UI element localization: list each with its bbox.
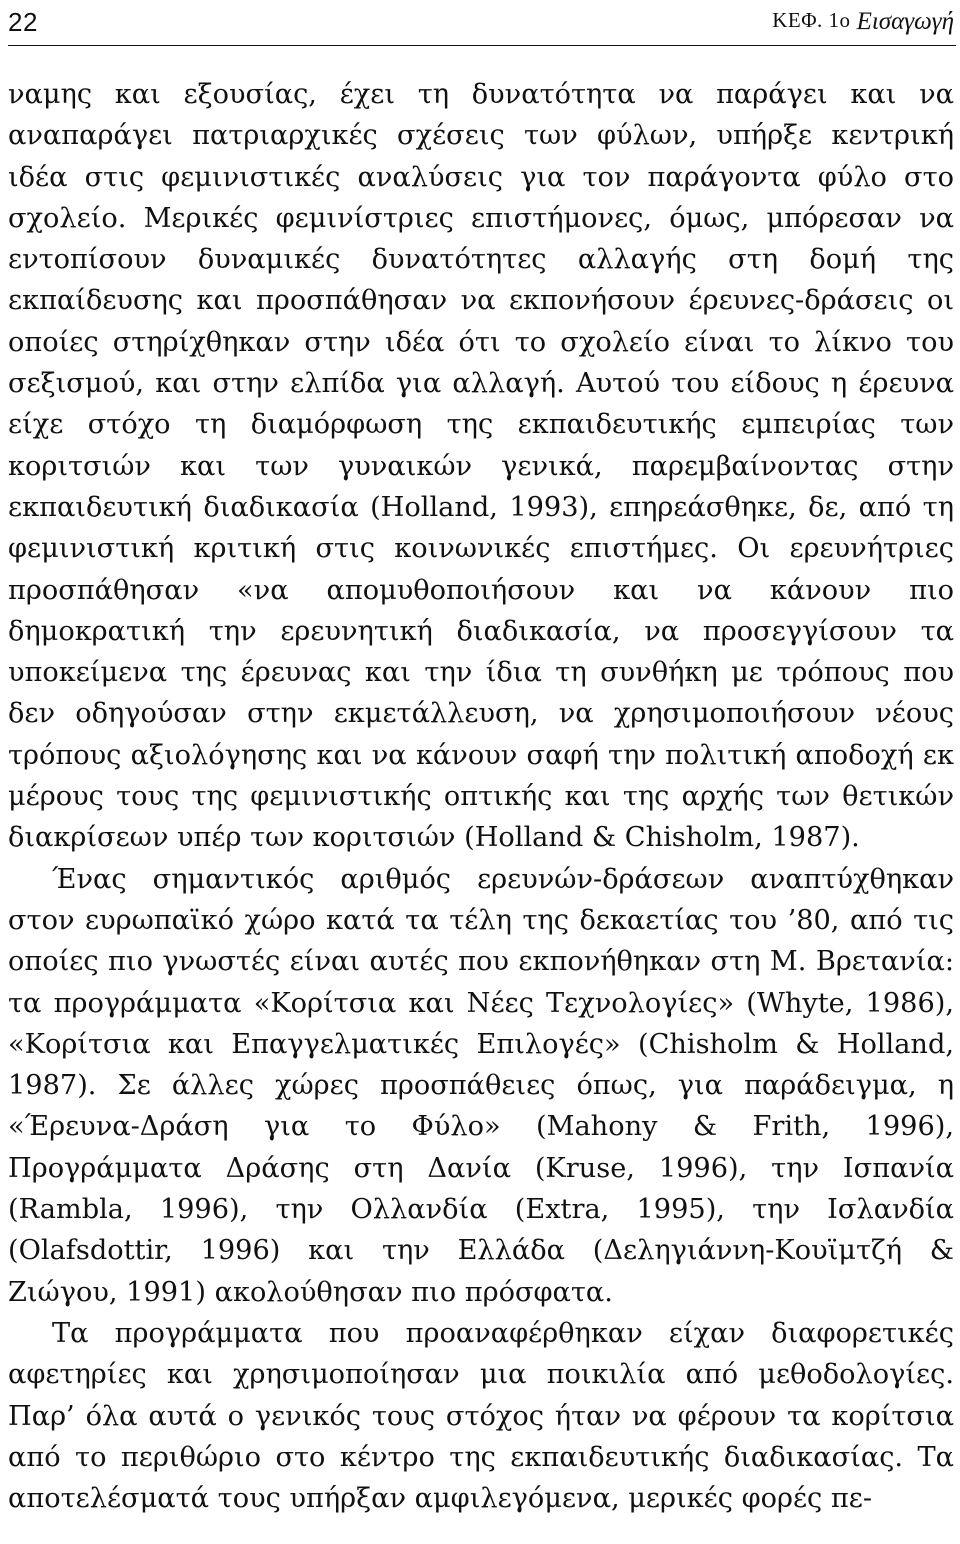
paragraph-3: Τα προγράμματα που προαναφέρθηκαν είχαν διαφορετικές αφετηρίες και χρησιμοποίησαν μια ποικιλία από μεθοδολογίες. Παρ’ όλα αυτά ο γενικός τους στόχος ήταν να φέρουν τα κορίτσια από το περιθώριο στο κέντρο της εκπαιδευτικής διαδικασίας. Τα αποτελέσματά τους υπήρξαν αμφιλεγόμενα, μερικές φορές πε- xyxy=(8,1317,954,1515)
paragraph-1: ναμης και εξουσίας, έχει τη δυνατότητα να παράγει και να αναπαράγει πατριαρχικές σχέσεις των φύλων, υπήρξε κεντρική ιδέα στις φεμινιστικές αναλύσεις για τον παράγοντα φύλο στο σχολείο. Μερικές φεμινίστριες επιστήμονες, όμως, μπόρεσαν να εντοπίσουν δυναμικές δυνατότητες αλλαγής στη δομή της εκπαίδευσης και προσπάθησαν να εκπονήσουν έρευνες-δράσεις οι οποίες στηρίχθηκαν στην ιδέα ότι το σχολείο είναι το λίκνο του σεξισμού, και στην ελπίδα για αλλαγή. Αυτού του είδους η έρευνα είχε στόχο τη διαμόρφωση της εκπαιδευτικής εμπειρίας των κοριτσιών και των γυναικών γενικά, παρεμβαίνοντας στην εκπαιδευτική διαδικασία (Holland, 1993), επηρεάσθηκε, δε, από τη φεμινιστική κριτική στις κοινωνικές επιστήμες. Οι ερευνήτριες προσπάθησαν «να απομυθοποιήσουν και να κάνουν πιο δημοκρατική την ερευνητική διαδικασία, να προσεγγίσουν τα υποκείμενα της έρευνας και την ίδια τη συνθήκη με τρόπους που δεν οδηγούσαν στην εκμετάλλευση, να χρησιμοποιήσουν νέους τρόπους αξιολόγησης και να κάνουν σαφή την πολιτική αποδοχή εκ μέρους τους της φεμινιστικής οπτικής και της αρχής των θετικών διακρίσεων υπέρ των κοριτσιών (Holland & Chisholm, 1987). xyxy=(8,79,954,854)
chapter-label: ΚΕΦ. 1ο xyxy=(772,8,851,32)
chapter-running-head xyxy=(772,8,954,36)
page-number: 22 xyxy=(8,6,38,37)
paragraph-2: Ένας σημαντικός αριθμός ερευνών-δράσεων αναπτύχθηκαν στον ευρωπαϊκό χώρο κατά τα τέλη της δεκαετίας του ’80, από τις οποίες πιο γνωστές είναι αυτές που εκπονήθηκαν στη Μ. Βρετανία: τα προγράμματα «Κορίτσια και Νέες Τεχνολογίες» (Whyte, 1986), «Κορίτσια και Επαγγελματικές Επιλογές» (Chisholm & Holland, 1987). Σε άλλες χώρες προσπάθειες όπως, για παράδειγμα, η «Έρευνα-Δράση για το Φύλο» (Mahony & Frith, 1996), Προγράμματα Δράσης στη Δανία (Kruse, 1996), την Ισπανία (Rambla, 1996), την Ολλανδία (Extra, 1995), την Ισλανδία (Olafsdottir, 1996) και την Ελλάδα (Δεληγιάννη-Κουϊμτζή & Ζιώγου, 1991) ακολούθησαν πιο πρόσφατα. xyxy=(8,863,954,1308)
running-header xyxy=(8,0,954,44)
header-rule xyxy=(8,45,956,46)
body-text xyxy=(8,74,954,1519)
chapter-title: Εισαγωγή xyxy=(856,8,954,35)
